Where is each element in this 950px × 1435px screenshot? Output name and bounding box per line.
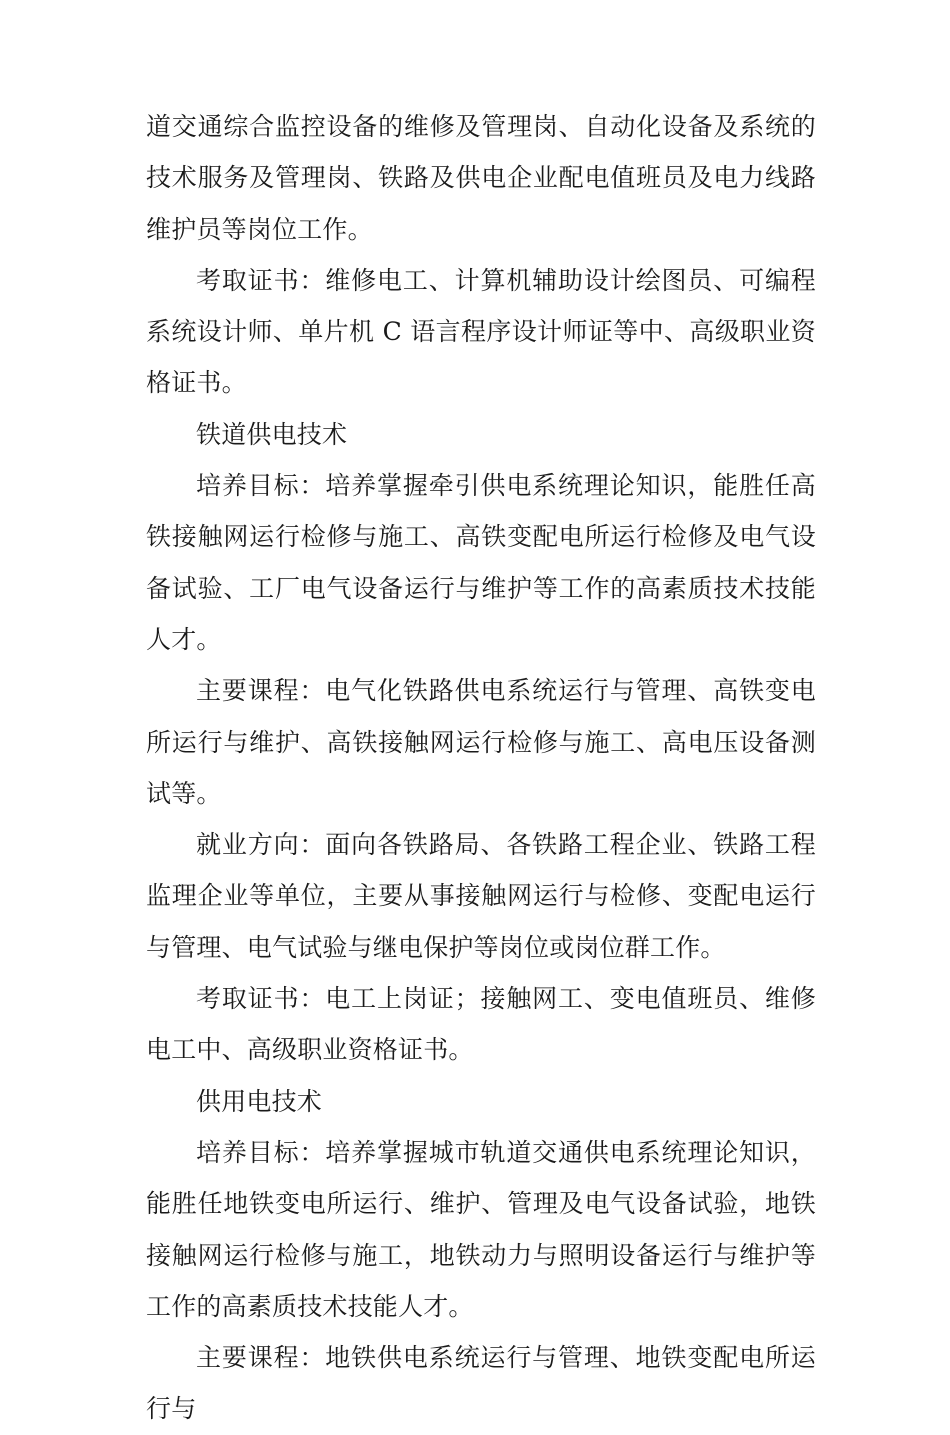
- section-heading-railway-power-supply: 铁道供电技术: [196, 419, 348, 449]
- document-body: [146, 101, 816, 1435]
- section-heading-power-supply-technology: 供用电技术: [196, 1086, 323, 1116]
- paragraph-training-goal-power-supply: 培养目标：培养掌握城市轨道交通供电系统理论知识，能胜任地铁变电所运行、维护、管理及电气设备试验，地铁接触网运行检修与施工，地铁动力与照明设备运行与维护等工作的高素质技术技能人才。: [146, 1137, 816, 1321]
- paragraph-employment-railway: 就业方向：面向各铁路局、各铁路工程企业、铁路工程监理企业等单位，主要从事接触网运行与检修、变配电运行与管理、电气试验与继电保护等岗位或岗位群工作。: [146, 830, 816, 962]
- paragraph-certificates-automation: 考取证书：维修电工、计算机辅助设计绘图员、可编程系统设计师、单片机 C 语言程序设计师证等中、高级职业资格证书。: [146, 265, 816, 398]
- paragraph-certificates-railway: 考取证书：电工上岗证；接触网工、变电值班员、维修电工中、高级职业资格证书。: [146, 984, 816, 1065]
- paragraph-main-courses-railway: 主要课程：电气化铁路供电系统运行与管理、高铁变电所运行与维护、高铁接触网运行检修与施工、高电压设备测试等。: [146, 676, 816, 808]
- paragraph-training-goal-railway: 培养目标：培养掌握牵引供电系统理论知识，能胜任高铁接触网运行检修与施工、高铁变配电所运行检修及电气设备试验、工厂电气设备运行与维护等工作的高素质技术技能人才。: [146, 471, 816, 654]
- paragraph-main-courses-power-supply: 主要课程：地铁供电系统运行与管理、地铁变配电所运行与: [146, 1343, 816, 1424]
- paragraph-job-positions-continued: 道交通综合监控设备的维修及管理岗、自动化设备及系统的技术服务及管理岗、铁路及供电企业配电值班员及电力线路维护员等岗位工作。: [146, 112, 816, 244]
